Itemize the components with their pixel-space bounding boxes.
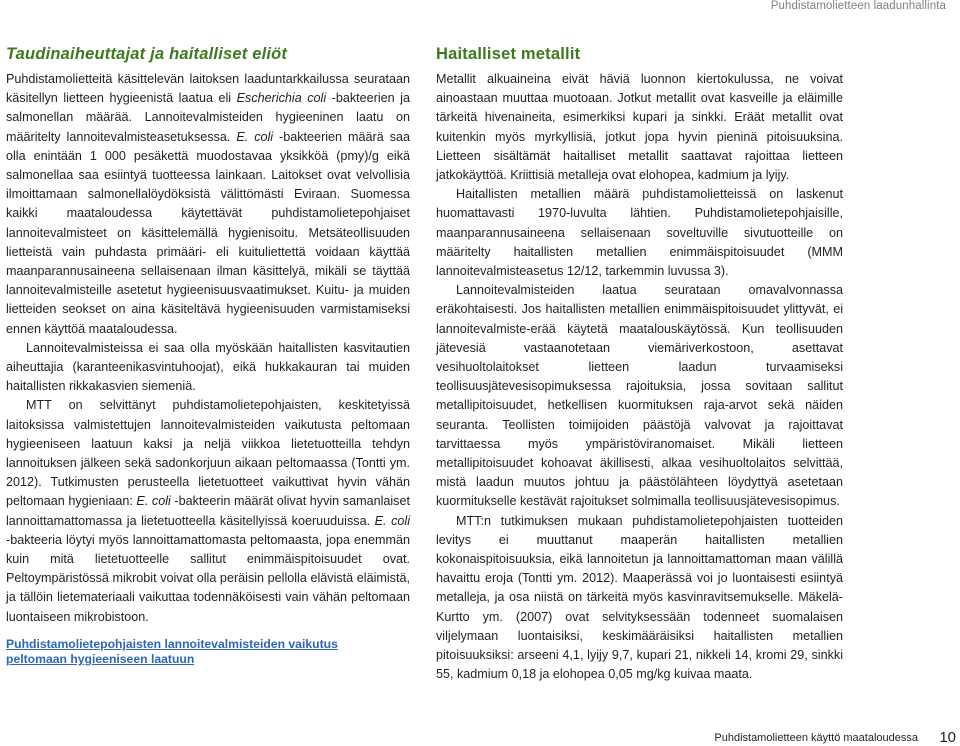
pathogens-heading: Taudinaiheuttajat ja haitalliset eliöt — [6, 45, 288, 63]
pathogens-paragraph-2: Lannoitevalmisteissa ei saa olla myöskään haitallisten kasvitautien aiheuttajia (karanteenikasvintuhoojat), eikä hukkakauran tai muiden haitallisten rikkakasvien siemeniä. — [6, 340, 410, 394]
pathogens-paragraph-1 — [6, 70, 410, 339]
text-run: MTT on selvittänyt puhdistamolietepohjaisten, keskitetyissä laitoksissa valmistettujen lannoitevalmisteiden vaikutusta peltomaan hygieeniseen laatuun kaksi ja neljä viikkoa lietetuotteilla tehdyn lannoituksen jälkeen sekä sadonkorjuun aikaan peltomaassa (Tontti ym. 2012). Tutkimusten perusteella lietetuotteet vaikuttivat hyvin vähän peltomaan hygieniaan: — [6, 398, 410, 509]
hygiene-study-link[interactable]: Puhdistamolietepohjaisten lannoitevalmisteiden vaikutus peltomaan hygieeniseen laatuun — [6, 636, 338, 666]
species-name: Escherichia coli — [236, 91, 327, 106]
metals-paragraph-3: Lannoitevalmisteiden laatua seurataan omavalvonnassa eräkohtaisesti. Jos haitallisten metallien enimmäispitoisuudet ylittyvät, ei lannoitevalmiste-erää käytetä maatalouskäytössä. Kun teollisuuden jätevesiä vastaanotetaan viemäriverkostoon, asettavat vesihuoltolaitokset lietteen laadun turvaamiseksi teollisuusjätevesisopimuksessa rajoituksia, jossa sovitaan sallitut metallipitoisuudet, hetkellisen kuormituksen raja-arvot sekä näiden seuranta. Teollisten toimijoiden päästöjä valvovat ja rajoittavat tarvittaessa myös ympäristöviranomaiset. Mikäli lietteen metallipitoisuudet kohoavat äkillisesti, alkaa vesihuoltolaitos selvittää, mistä laadun muutos johtuu ja päästölähteen löydyttyä asetetaan kuormitukselle kestävät rajoitukset solmimalla teollisuusjätevesisopimus. — [436, 283, 843, 509]
text-run: -bakteerien ja salmonellan määrää. Lannoitevalmisteiden hygieeninen laatu on määritelty lannoitevalmisteasetuksessa. — [6, 91, 410, 144]
metals-paragraph-2: Haitallisten metallien määrä puhdistamolietteissä on laskenut huomattavasti 1970-luvulta lähtien. Puhdistamolietepohjaisille, maanparannusaineena sellaisenaan soveltuville sivutuotteille on määritelty haitallisten metallien enimmäispitoisuudet (MMM lannoitevalmisteasetus 12/12, tarkemmin luvussa 3). — [436, 187, 843, 279]
text-run: Puhdistamolietteitä käsittelevän laitoksen laaduntarkkailussa seurataan käsitellyn lietteen hygieenistä laatua eli — [6, 72, 410, 106]
species-name: E. coli — [136, 494, 171, 509]
footer-title: Puhdistamolietteen käyttö maataloudessa — [714, 732, 918, 744]
page-number: 10 — [939, 729, 956, 746]
pathogens-paragraph-3 — [6, 396, 410, 626]
text-run: -bakteeria löytyi myös lannoittamattomasta peltomaasta, jopa enemmän kuin mitä lietetuotteelle sallitut enimmäispitoisuudet ovat. Peltoympäristössä mikrobit voivat olla peräisin pellolla elävistä eläimistä, ja tällöin lietemateriaali vaikuttaa todennäköisesti vain vähän peltomaan luontaiseen mikrobistoon. — [6, 532, 410, 624]
running-header: Puhdistamolietteen laadunhallinta — [770, 0, 946, 12]
text-run: -bakteerien määrä saa olla enintään 1 000 pesäkettä muodostavaa yksikköä (pmy)/g eikä salmonellaa saa esiintyä tuotteessa lainkaan. Laitokset ovat velvollisia ilmoittamaan salmonellalöydöksistä välittömästi Eviraan. Suomessa kaikki maataloudessa käytettävät puhdistamolietepohjaiset lannoitevalmisteet on käsittelemällä hygienisoitu. Metsäteollisuuden lietteistä vain puhdasta primääri- eli kuituliettettä voidaan käyttää maanparannusaineena sellaisenaan ilman käsittelyä, mikäli se täyttää lannoitevalmisteille asetetut hygieenisuusvaatimukset. Kuitu- ja muiden lietteiden seokset on aina käsiteltävä hygieenisuuden varmistamiseksi ennen käyttöä maataloudessa. — [6, 129, 410, 336]
metals-heading: Haitalliset metallit — [436, 45, 581, 63]
metals-paragraph-4: MTT:n tutkimuksen mukaan puhdistamolietepohjaisten tuotteiden levitys ei muuttanut maaperän haitallisten metallien kokonaispitoisuuksia, eikä lannoitetun ja lannoittamattoman maan välillä havaittu eroja (Tontti ym. 2012). Maaperässä voi jo luontaisesti esiintyä metalleja, ja osa niistä on tärkeitä myös kasvinravitsemukselle. Mäkelä-Kurtto ym. (2007) ovat selvityksessään todenneet suomalaisen viljelymaan luontaisiksi, keskimääräisiksi haitallisten metallien pitoisuuksiksi: arseeni 4,1, lyijy 9,7, kupari 21, nikkeli 14, kromi 29, sinkki 55, kadmium 0,18 ja elohopea 0,05 mg/kg kuivaa maata. — [436, 513, 843, 682]
metals-paragraph-1: Metallit alkuaineina eivät häviä luonnon kiertokulussa, ne voivat ainoastaan muuttaa muotoaan. Jotkut metallit ovat kasveille ja eläimille tärkeitä hivenaineita, esimerkiksi kupari ja sinkki. Eräät metallit ovat kuitenkin myös myrkyllisiä, jotkut jopa hyvin pieninä pitoisuuksina. Lietteen sisältämät haitalliset metallit saattavat rajoittaa lietteen jatkokäyttöä. Kriittisiä metalleja ovat elohopea, kadmium ja lyijy. — [436, 72, 843, 183]
left-column — [6, 44, 410, 667]
species-name: E. coli — [374, 513, 411, 528]
right-column — [436, 44, 843, 685]
text-run: -bakteerin määrät olivat hyvin samanlaiset lannoittamattomassa ja lietetuotteella käsitellyissä koeruuduissa. — [6, 494, 410, 528]
species-name: E. coli — [236, 129, 274, 144]
